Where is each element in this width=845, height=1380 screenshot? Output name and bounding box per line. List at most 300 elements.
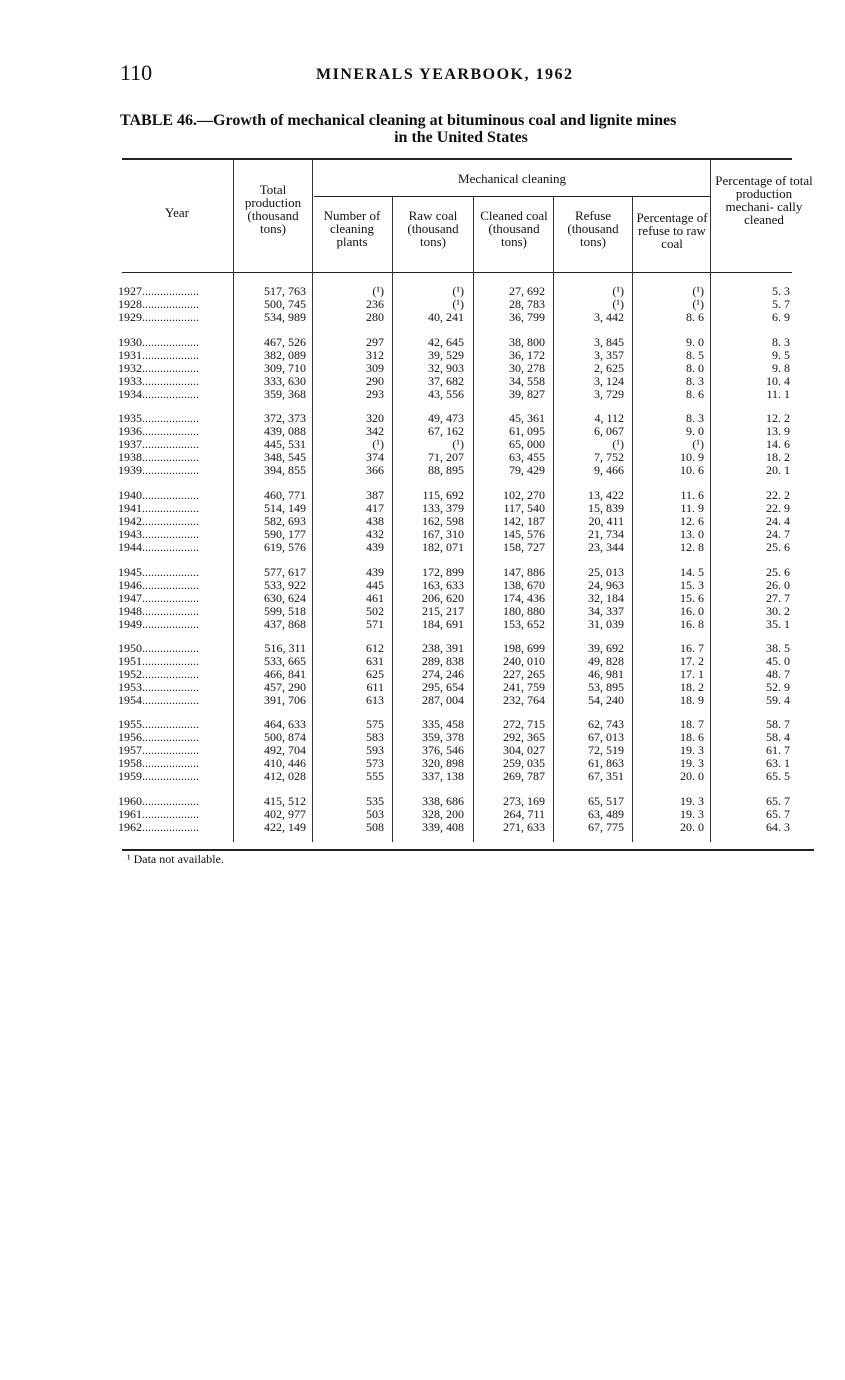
cell-cleaning-plants: 297 xyxy=(366,335,384,349)
row-year: 1928................... xyxy=(118,297,199,311)
cell-cleaning-plants: 290 xyxy=(366,373,384,388)
cell-cleaned-coal: 138, 670 xyxy=(503,577,545,592)
cell-pct-refuse: 18. 7 xyxy=(680,717,704,731)
row-year: 1955................... xyxy=(118,718,199,731)
cell-cleaned-coal: 102, 270 xyxy=(503,488,545,502)
column-divider xyxy=(710,160,711,842)
cell-total-production: 348, 545 xyxy=(264,449,306,464)
cell-cleaning-plants: 503 xyxy=(366,806,384,821)
cell-cleaned-coal: 241, 759 xyxy=(503,679,545,694)
cell-cleaned-coal: 271, 633 xyxy=(503,819,545,834)
cell-pct-refuse: 11. 9 xyxy=(680,500,704,515)
cell-raw-coal: (¹) xyxy=(452,296,464,311)
cell-pct-total: 14. 6 xyxy=(766,436,790,451)
cell-cleaning-plants: 438 xyxy=(366,513,384,528)
cell-total-production: 372, 373 xyxy=(264,411,306,425)
cell-refuse: 3, 124 xyxy=(594,373,624,388)
cell-total-production: 630, 624 xyxy=(264,590,306,605)
cell-cleaning-plants: 387 xyxy=(366,488,384,502)
cell-cleaned-coal: 180, 880 xyxy=(503,603,545,618)
cell-raw-coal: 376, 546 xyxy=(422,742,464,757)
cell-refuse: 20, 411 xyxy=(588,513,624,528)
cell-raw-coal: 67, 162 xyxy=(428,423,464,438)
cell-raw-coal: 32, 903 xyxy=(428,360,464,375)
cell-raw-coal: 184, 691 xyxy=(422,616,464,631)
cell-cleaned-coal: 198, 699 xyxy=(503,641,545,655)
cell-cleaning-plants: 575 xyxy=(366,717,384,731)
table-bottom-rule xyxy=(122,849,814,851)
cell-total-production: 534, 989 xyxy=(264,309,306,324)
cell-total-production: 359, 368 xyxy=(264,386,306,401)
cell-refuse: 4, 112 xyxy=(594,411,624,425)
cell-pct-total: 48. 7 xyxy=(766,666,790,681)
row-year: 1947................... xyxy=(118,591,199,605)
mechanical-cleaning-rule xyxy=(314,196,710,197)
cell-total-production: 422, 149 xyxy=(264,819,306,834)
cell-total-production: 309, 710 xyxy=(264,360,306,375)
cell-pct-total: 5. 3 xyxy=(772,284,790,298)
cell-pct-refuse: 16. 0 xyxy=(680,603,704,618)
cell-refuse: 32, 184 xyxy=(588,590,624,605)
row-year: 1941................... xyxy=(118,501,199,515)
cell-pct-refuse: 8. 5 xyxy=(686,347,704,362)
cell-pct-total: 26. 0 xyxy=(766,577,790,592)
cell-cleaning-plants: 366 xyxy=(366,462,384,477)
cell-cleaning-plants: 320 xyxy=(366,411,384,425)
cell-pct-total: 58. 7 xyxy=(766,717,790,731)
cell-raw-coal: 238, 391 xyxy=(422,641,464,655)
cell-total-production: 533, 922 xyxy=(264,577,306,592)
row-year: 1937................... xyxy=(118,437,199,451)
cell-raw-coal: 37, 682 xyxy=(428,373,464,388)
cell-cleaning-plants: 445 xyxy=(366,577,384,592)
cell-raw-coal: 287, 004 xyxy=(422,692,464,707)
row-year: 1959................... xyxy=(118,769,199,783)
cell-pct-refuse: 8. 3 xyxy=(686,411,704,425)
row-year: 1942................... xyxy=(118,514,199,528)
cell-pct-refuse: 11. 6 xyxy=(680,488,704,502)
cell-total-production: 577, 617 xyxy=(264,565,306,579)
cell-pct-total: 45. 0 xyxy=(766,653,790,668)
cell-pct-total: 58. 4 xyxy=(766,729,790,744)
cell-refuse: 61, 863 xyxy=(588,755,624,770)
cell-pct-total: 38. 5 xyxy=(766,641,790,655)
cell-pct-refuse: 9. 0 xyxy=(686,423,704,438)
row-year: 1938................... xyxy=(118,450,199,464)
column-divider xyxy=(312,160,313,842)
cell-pct-refuse: 12. 8 xyxy=(680,539,704,554)
cell-cleaning-plants: 461 xyxy=(366,590,384,605)
cell-cleaned-coal: 264, 711 xyxy=(503,806,545,821)
cell-refuse: 39, 692 xyxy=(588,641,624,655)
cell-pct-total: 25. 6 xyxy=(766,565,790,579)
cell-cleaned-coal: 34, 558 xyxy=(509,373,545,388)
cell-raw-coal: 337, 138 xyxy=(422,768,464,783)
cell-cleaned-coal: 158, 727 xyxy=(503,539,545,554)
cell-pct-refuse: 19. 3 xyxy=(680,806,704,821)
cell-cleaning-plants: 555 xyxy=(366,768,384,783)
cell-pct-total: 65. 5 xyxy=(766,768,790,783)
cell-pct-total: 5. 7 xyxy=(772,296,790,311)
header-percentage-total: Percentage of total production mechani- cally cleaned xyxy=(715,173,813,227)
cell-raw-coal: 163, 633 xyxy=(422,577,464,592)
cell-pct-total: 25. 6 xyxy=(766,539,790,554)
column-divider xyxy=(632,197,633,842)
table-title xyxy=(120,112,792,146)
header-percentage-refuse: Percentage of refuse to raw coal xyxy=(636,210,708,251)
cell-refuse: 24, 963 xyxy=(588,577,624,592)
cell-cleaned-coal: 65, 000 xyxy=(509,436,545,451)
cell-pct-total: 61. 7 xyxy=(766,742,790,757)
row-year: 1962................... xyxy=(118,820,199,834)
cell-raw-coal: 167, 310 xyxy=(422,526,464,541)
cell-pct-refuse: 19. 3 xyxy=(680,742,704,757)
cell-total-production: 516, 311 xyxy=(264,641,306,655)
cell-raw-coal: 40, 241 xyxy=(428,309,464,324)
cell-pct-total: 20. 1 xyxy=(766,462,790,477)
cell-cleaning-plants: 293 xyxy=(366,386,384,401)
cell-refuse: (¹) xyxy=(612,296,624,311)
cell-raw-coal: 274, 246 xyxy=(422,666,464,681)
cell-refuse: 65, 517 xyxy=(588,794,624,808)
cell-pct-refuse: 18. 6 xyxy=(680,729,704,744)
cell-pct-refuse: 8. 3 xyxy=(686,373,704,388)
cell-cleaned-coal: 63, 455 xyxy=(509,449,545,464)
table-title-line-1: TABLE 46.—Growth of mechanical cleaning at bituminous coal and lignite mines xyxy=(120,112,677,129)
cell-pct-total: 13. 9 xyxy=(766,423,790,438)
footnote: ¹ Data not available. xyxy=(127,852,224,866)
cell-refuse: 63, 489 xyxy=(588,806,624,821)
cell-cleaning-plants: 439 xyxy=(366,539,384,554)
cell-cleaning-plants: 342 xyxy=(366,423,384,438)
cell-pct-refuse: 17. 1 xyxy=(680,666,704,681)
cell-refuse: 49, 828 xyxy=(588,653,624,668)
cell-raw-coal: 215, 217 xyxy=(422,603,464,618)
cell-pct-total: 65. 7 xyxy=(766,794,790,808)
cell-total-production: 412, 028 xyxy=(264,768,306,783)
cell-raw-coal: 328, 200 xyxy=(422,806,464,821)
cell-pct-total: 9. 5 xyxy=(772,347,790,362)
cell-cleaned-coal: 27, 692 xyxy=(509,284,545,298)
row-year: 1943................... xyxy=(118,527,199,541)
cell-pct-refuse: 8. 0 xyxy=(686,360,704,375)
cell-total-production: 333, 630 xyxy=(264,373,306,388)
cell-pct-refuse: 16. 8 xyxy=(680,616,704,631)
cell-refuse: 54, 240 xyxy=(588,692,624,707)
cell-cleaning-plants: 612 xyxy=(366,641,384,655)
cell-refuse: 53, 895 xyxy=(588,679,624,694)
cell-pct-total: 35. 1 xyxy=(766,616,790,631)
cell-pct-refuse: (¹) xyxy=(692,436,704,451)
cell-raw-coal: 335, 458 xyxy=(422,717,464,731)
cell-total-production: 466, 841 xyxy=(264,666,306,681)
cell-refuse: 21, 734 xyxy=(588,526,624,541)
header-cleaning-plants: Number of cleaning plants xyxy=(323,208,381,249)
cell-cleaned-coal: 36, 799 xyxy=(509,309,545,324)
cell-pct-refuse: 17. 2 xyxy=(680,653,704,668)
cell-cleaning-plants: 236 xyxy=(366,296,384,311)
cell-raw-coal: 320, 898 xyxy=(422,755,464,770)
cell-refuse: 2, 625 xyxy=(594,360,624,375)
cell-total-production: 500, 745 xyxy=(264,296,306,311)
row-year: 1933................... xyxy=(118,374,199,388)
cell-total-production: 619, 576 xyxy=(264,539,306,554)
header-bottom-rule xyxy=(122,272,792,273)
row-year: 1945................... xyxy=(118,566,199,579)
cell-pct-refuse: 19. 3 xyxy=(680,794,704,808)
cell-pct-total: 24. 4 xyxy=(766,513,790,528)
cell-raw-coal: 43, 556 xyxy=(428,386,464,401)
cell-pct-total: 22. 9 xyxy=(766,500,790,515)
cell-pct-refuse: 20. 0 xyxy=(680,819,704,834)
cell-refuse: 67, 013 xyxy=(588,729,624,744)
cell-total-production: 457, 290 xyxy=(264,679,306,694)
cell-raw-coal: 338, 686 xyxy=(422,794,464,808)
cell-cleaned-coal: 117, 540 xyxy=(503,500,545,515)
cell-refuse: 3, 845 xyxy=(594,335,624,349)
cell-total-production: 599, 518 xyxy=(264,603,306,618)
cell-pct-total: 8. 3 xyxy=(772,335,790,349)
cell-total-production: 394, 855 xyxy=(264,462,306,477)
cell-total-production: 514, 149 xyxy=(264,500,306,515)
row-year: 1949................... xyxy=(118,617,199,631)
page-number: 110 xyxy=(120,60,153,85)
cell-total-production: 391, 706 xyxy=(264,692,306,707)
header-raw-coal: Raw coal (thousand tons) xyxy=(407,208,459,249)
column-divider xyxy=(233,160,234,842)
header-cleaned-coal: Cleaned coal (thousand tons) xyxy=(480,208,548,249)
row-year: 1953................... xyxy=(118,680,199,694)
cell-pct-total: 24. 7 xyxy=(766,526,790,541)
row-year: 1952................... xyxy=(118,667,199,681)
cell-cleaned-coal: 174, 436 xyxy=(503,590,545,605)
cell-total-production: 382, 089 xyxy=(264,347,306,362)
header-total-production: Total production (thousand tons) xyxy=(244,182,302,236)
cell-cleaning-plants: 312 xyxy=(366,347,384,362)
cell-pct-refuse: (¹) xyxy=(692,284,704,298)
cell-total-production: 464, 633 xyxy=(264,717,306,731)
row-year: 1948................... xyxy=(118,604,199,618)
cell-total-production: 533, 665 xyxy=(264,653,306,668)
cell-total-production: 492, 704 xyxy=(264,742,306,757)
cell-refuse: 31, 039 xyxy=(588,616,624,631)
cell-total-production: 439, 088 xyxy=(264,423,306,438)
cell-pct-refuse: 9. 0 xyxy=(686,335,704,349)
row-year: 1936................... xyxy=(118,424,199,438)
cell-cleaning-plants: 508 xyxy=(366,819,384,834)
cell-cleaning-plants: 432 xyxy=(366,526,384,541)
cell-pct-refuse: 19. 3 xyxy=(680,755,704,770)
cell-cleaning-plants: 613 xyxy=(366,692,384,707)
cell-pct-total: 59. 4 xyxy=(766,692,790,707)
cell-raw-coal: 49, 473 xyxy=(428,411,464,425)
row-year: 1934................... xyxy=(118,387,199,401)
cell-refuse: 3, 729 xyxy=(594,386,624,401)
cell-cleaning-plants: 439 xyxy=(366,565,384,579)
row-year: 1931................... xyxy=(118,348,199,362)
cell-raw-coal: 42, 645 xyxy=(428,335,464,349)
row-year: 1956................... xyxy=(118,730,199,744)
cell-pct-refuse: 8. 6 xyxy=(686,309,704,324)
cell-cleaned-coal: 28, 783 xyxy=(509,296,545,311)
cell-pct-total: 10. 4 xyxy=(766,373,790,388)
cell-cleaned-coal: 45, 361 xyxy=(509,411,545,425)
cell-cleaning-plants: 535 xyxy=(366,794,384,808)
cell-raw-coal: 289, 838 xyxy=(422,653,464,668)
cell-pct-refuse: 10. 9 xyxy=(680,449,704,464)
cell-cleaned-coal: 269, 787 xyxy=(503,768,545,783)
cell-cleaned-coal: 273, 169 xyxy=(503,794,545,808)
cell-refuse: 62, 743 xyxy=(588,717,624,731)
cell-raw-coal: 206, 620 xyxy=(422,590,464,605)
cell-pct-refuse: 18. 9 xyxy=(680,692,704,707)
cell-total-production: 460, 771 xyxy=(264,488,306,502)
cell-pct-total: 11. 1 xyxy=(766,386,790,401)
cell-refuse: 6, 067 xyxy=(594,423,624,438)
row-year: 1961................... xyxy=(118,807,199,821)
cell-cleaned-coal: 292, 365 xyxy=(503,729,545,744)
cell-total-production: 582, 693 xyxy=(264,513,306,528)
cell-cleaning-plants: 625 xyxy=(366,666,384,681)
row-year: 1929................... xyxy=(118,310,199,324)
cell-total-production: 445, 531 xyxy=(264,436,306,451)
cell-refuse: 67, 775 xyxy=(588,819,624,834)
row-year: 1939................... xyxy=(118,463,199,477)
row-year: 1935................... xyxy=(118,412,199,425)
cell-total-production: 410, 446 xyxy=(264,755,306,770)
cell-total-production: 437, 868 xyxy=(264,616,306,631)
cell-cleaned-coal: 147, 886 xyxy=(503,565,545,579)
cell-raw-coal: 162, 598 xyxy=(422,513,464,528)
cell-cleaning-plants: 611 xyxy=(366,679,384,694)
cell-pct-total: 22. 2 xyxy=(766,488,790,502)
cell-raw-coal: 88, 895 xyxy=(428,462,464,477)
row-year: 1930................... xyxy=(118,336,199,349)
row-year: 1950................... xyxy=(118,642,199,655)
row-year: 1946................... xyxy=(118,578,199,592)
cell-pct-refuse: 18. 2 xyxy=(680,679,704,694)
cell-cleaning-plants: 583 xyxy=(366,729,384,744)
cell-refuse: 3, 357 xyxy=(594,347,624,362)
cell-pct-refuse: 13. 0 xyxy=(680,526,704,541)
cell-refuse: 34, 337 xyxy=(588,603,624,618)
row-year: 1927................... xyxy=(118,285,199,298)
cell-cleaned-coal: 38, 800 xyxy=(509,335,545,349)
cell-cleaning-plants: 593 xyxy=(366,742,384,757)
row-year: 1940................... xyxy=(118,489,199,502)
cell-cleaned-coal: 240, 010 xyxy=(503,653,545,668)
cell-cleaning-plants: 374 xyxy=(366,449,384,464)
cell-cleaned-coal: 259, 035 xyxy=(503,755,545,770)
cell-refuse: (¹) xyxy=(612,284,624,298)
cell-raw-coal: 71, 207 xyxy=(428,449,464,464)
cell-total-production: 500, 874 xyxy=(264,729,306,744)
cell-pct-refuse: 12. 6 xyxy=(680,513,704,528)
cell-raw-coal: 295, 654 xyxy=(422,679,464,694)
cell-raw-coal: (¹) xyxy=(452,436,464,451)
row-year: 1951................... xyxy=(118,654,199,668)
cell-pct-total: 63. 1 xyxy=(766,755,790,770)
cell-raw-coal: 182, 071 xyxy=(422,539,464,554)
cell-pct-refuse: 15. 6 xyxy=(680,590,704,605)
cell-refuse: 9, 466 xyxy=(594,462,624,477)
cell-cleaned-coal: 79, 429 xyxy=(509,462,545,477)
cell-cleaned-coal: 232, 764 xyxy=(503,692,545,707)
cell-cleaning-plants: (¹) xyxy=(372,436,384,451)
row-year: 1957................... xyxy=(118,743,199,757)
cell-cleaned-coal: 227, 265 xyxy=(503,666,545,681)
row-year: 1954................... xyxy=(118,693,199,707)
cell-pct-refuse: 10. 6 xyxy=(680,462,704,477)
cell-total-production: 415, 512 xyxy=(264,794,306,808)
cell-total-production: 402, 977 xyxy=(264,806,306,821)
cell-cleaning-plants: 502 xyxy=(366,603,384,618)
cell-pct-total: 30. 2 xyxy=(766,603,790,618)
header-mechanical-cleaning: Mechanical cleaning xyxy=(458,171,566,186)
cell-cleaned-coal: 142, 187 xyxy=(503,513,545,528)
table-top-rule xyxy=(122,158,792,160)
cell-pct-refuse: 15. 3 xyxy=(680,577,704,592)
cell-cleaned-coal: 153, 652 xyxy=(503,616,545,631)
cell-pct-total: 9. 8 xyxy=(772,360,790,375)
cell-cleaning-plants: (¹) xyxy=(372,284,384,298)
cell-total-production: 517, 763 xyxy=(264,284,306,298)
cell-pct-total: 12. 2 xyxy=(766,411,790,425)
cell-raw-coal: 172, 899 xyxy=(422,565,464,579)
cell-refuse: 46, 981 xyxy=(588,666,624,681)
row-year: 1944................... xyxy=(118,540,199,554)
cell-cleaning-plants: 417 xyxy=(366,500,384,515)
cell-pct-refuse: 8. 6 xyxy=(686,386,704,401)
cell-pct-refuse: 14. 5 xyxy=(680,565,704,579)
cell-total-production: 467, 526 xyxy=(264,335,306,349)
cell-cleaning-plants: 280 xyxy=(366,309,384,324)
cell-pct-refuse: (¹) xyxy=(692,296,704,311)
cell-cleaning-plants: 631 xyxy=(366,653,384,668)
cell-cleaned-coal: 61, 095 xyxy=(509,423,545,438)
cell-pct-total: 18. 2 xyxy=(766,449,790,464)
cell-pct-total: 27. 7 xyxy=(766,590,790,605)
cell-cleaning-plants: 571 xyxy=(366,616,384,631)
cell-raw-coal: 339, 408 xyxy=(422,819,464,834)
cell-raw-coal: (¹) xyxy=(452,284,464,298)
cell-cleaned-coal: 36, 172 xyxy=(509,347,545,362)
cell-cleaned-coal: 39, 827 xyxy=(509,386,545,401)
running-head: MINERALS YEARBOOK, 1962 xyxy=(316,66,574,83)
cell-pct-total: 65. 7 xyxy=(766,806,790,821)
cell-cleaning-plants: 309 xyxy=(366,360,384,375)
cell-cleaned-coal: 304, 027 xyxy=(503,742,545,757)
cell-pct-refuse: 20. 0 xyxy=(680,768,704,783)
cell-total-production: 590, 177 xyxy=(264,526,306,541)
header-year: Year xyxy=(165,205,189,220)
table-title-line-2: in the United States xyxy=(394,129,528,146)
cell-cleaned-coal: 30, 278 xyxy=(509,360,545,375)
cell-refuse: 72, 519 xyxy=(588,742,624,757)
cell-cleaned-coal: 145, 576 xyxy=(503,526,545,541)
cell-raw-coal: 359, 378 xyxy=(422,729,464,744)
cell-refuse: 67, 351 xyxy=(588,768,624,783)
cell-pct-total: 6. 9 xyxy=(772,309,790,324)
cell-pct-refuse: 16. 7 xyxy=(680,641,704,655)
cell-refuse: 15, 839 xyxy=(588,500,624,515)
cell-refuse: 23, 344 xyxy=(588,539,624,554)
cell-refuse: 25, 013 xyxy=(588,565,624,579)
cell-raw-coal: 115, 692 xyxy=(422,488,464,502)
cell-pct-total: 52. 9 xyxy=(766,679,790,694)
cell-pct-total: 64. 3 xyxy=(766,819,790,834)
row-year: 1960................... xyxy=(118,795,199,808)
